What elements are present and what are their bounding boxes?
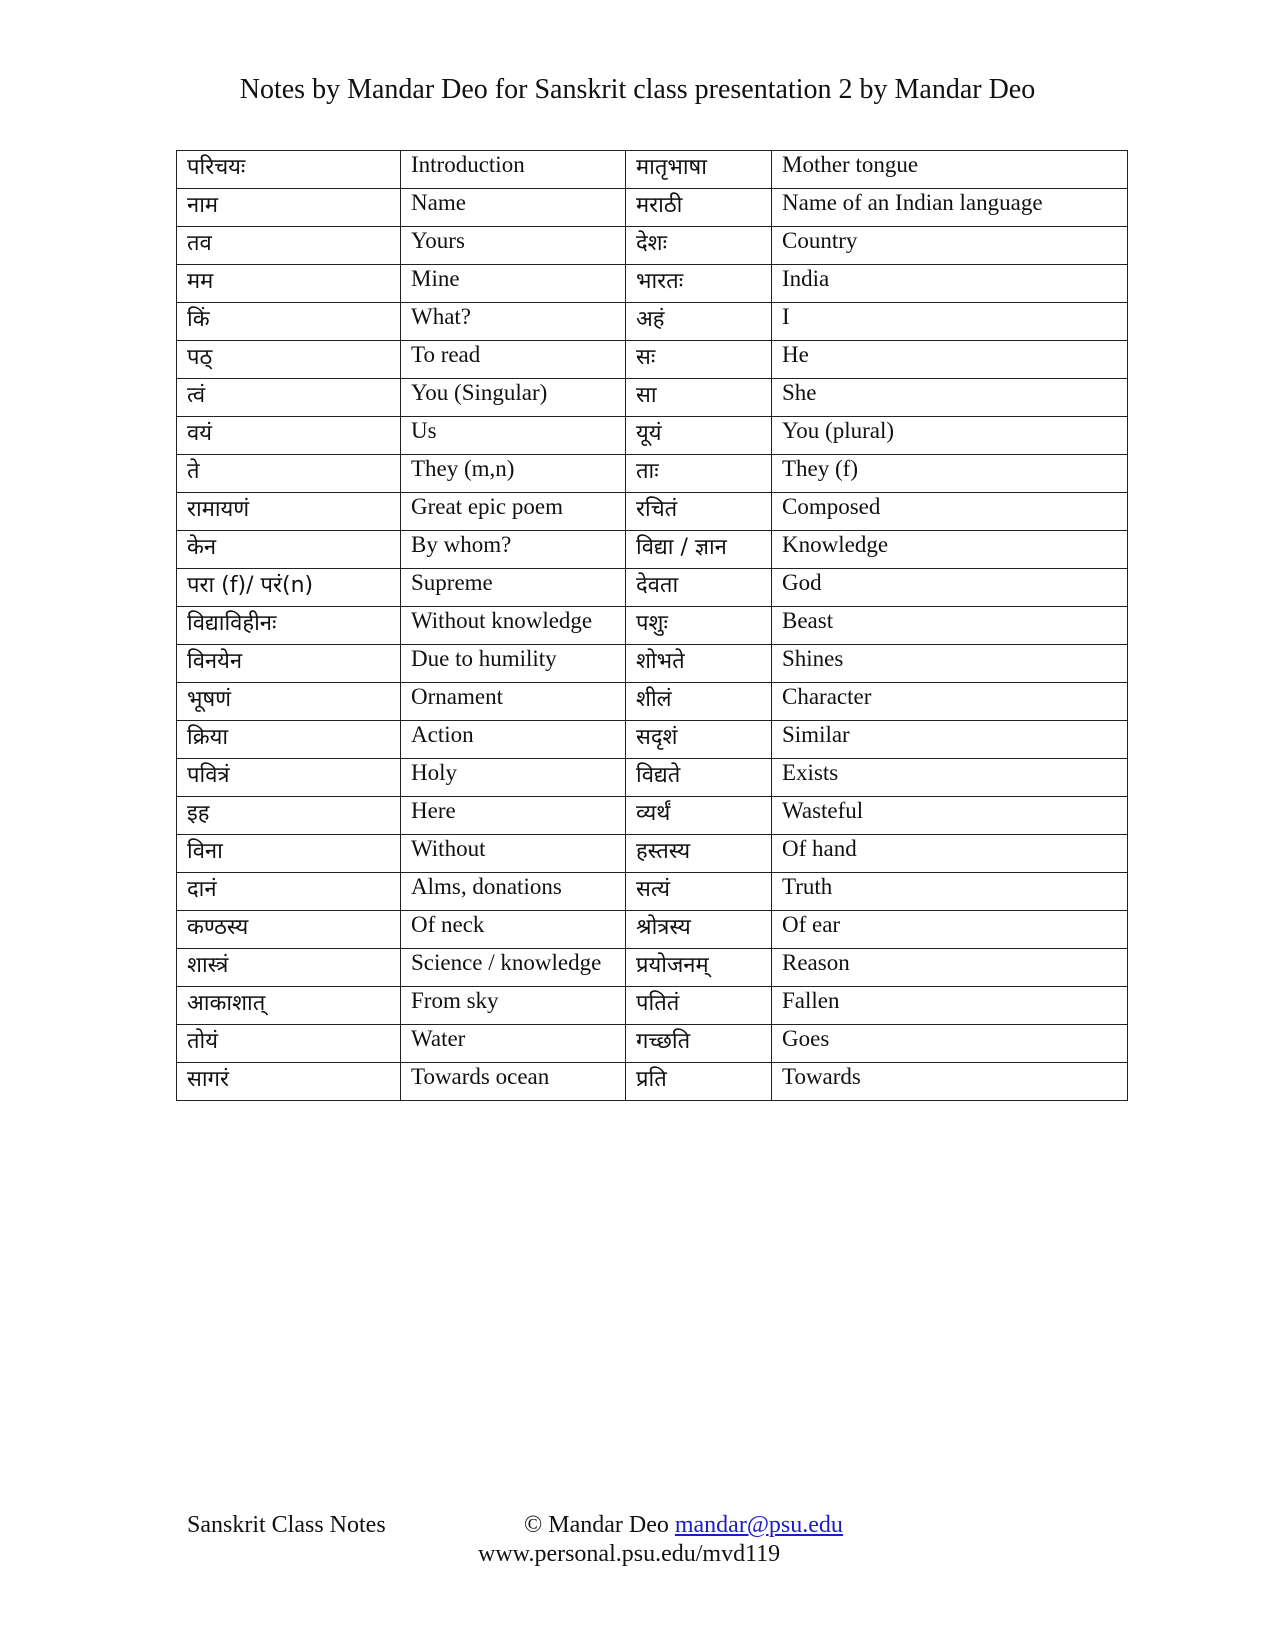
- table-cell-english-meaning: God: [772, 569, 1128, 607]
- table-row: [177, 911, 1128, 949]
- table-cell-sanskrit-term: दानं: [177, 873, 401, 911]
- table-row: [177, 189, 1128, 227]
- table-row: [177, 873, 1128, 911]
- table-row: [177, 949, 1128, 987]
- table-row: [177, 1063, 1128, 1101]
- table-cell-english-meaning: By whom?: [401, 531, 626, 569]
- table-row: [177, 493, 1128, 531]
- table-cell-sanskrit-term: भूषणं: [177, 683, 401, 721]
- table-cell-sanskrit-term: इह: [177, 797, 401, 835]
- table-cell-english-meaning: Yours: [401, 227, 626, 265]
- table-cell-english-meaning: Of neck: [401, 911, 626, 949]
- table-cell-sanskrit-term: मातृभाषा: [626, 151, 772, 189]
- table-cell-english-meaning: Exists: [772, 759, 1128, 797]
- table-cell-english-meaning: Knowledge: [772, 531, 1128, 569]
- table-cell-sanskrit-term: श्रोत्रस्य: [626, 911, 772, 949]
- table-cell-sanskrit-term: गच्छति: [626, 1025, 772, 1063]
- footer-copyright: © Mandar Deo: [524, 1512, 669, 1538]
- table-cell-sanskrit-term: किं: [177, 303, 401, 341]
- table-cell-sanskrit-term: त्वं: [177, 379, 401, 417]
- table-cell-sanskrit-term: विद्या / ज्ञान: [626, 531, 772, 569]
- table-row: [177, 759, 1128, 797]
- table-cell-english-meaning: Similar: [772, 721, 1128, 759]
- table-cell-sanskrit-term: शीलं: [626, 683, 772, 721]
- table-cell-sanskrit-term: विद्यते: [626, 759, 772, 797]
- table-cell-english-meaning: They (f): [772, 455, 1128, 493]
- table-cell-sanskrit-term: सदृशं: [626, 721, 772, 759]
- footer-email-link[interactable]: mandar@psu.edu: [674, 1512, 843, 1538]
- table-cell-english-meaning: Holy: [401, 759, 626, 797]
- table-cell-english-meaning: Country: [772, 227, 1128, 265]
- table-cell-english-meaning: Goes: [772, 1025, 1128, 1063]
- table-cell-sanskrit-term: सत्यं: [626, 873, 772, 911]
- table-cell-sanskrit-term: परिचयः: [177, 151, 401, 189]
- table-cell-sanskrit-term: प्रति: [626, 1063, 772, 1101]
- footer-url: www.personal.psu.edu/mvd119: [478, 1541, 781, 1567]
- table-row: [177, 645, 1128, 683]
- table-cell-english-meaning: Beast: [772, 607, 1128, 645]
- table-cell-sanskrit-term: भारतः: [626, 265, 772, 303]
- table-cell-english-meaning: India: [772, 265, 1128, 303]
- table-cell-english-meaning: Name of an Indian language: [772, 189, 1128, 227]
- table-cell-sanskrit-term: देशः: [626, 227, 772, 265]
- table-cell-english-meaning: Reason: [772, 949, 1128, 987]
- table-cell-sanskrit-term: नाम: [177, 189, 401, 227]
- table-cell-english-meaning: To read: [401, 341, 626, 379]
- table-row: [177, 607, 1128, 645]
- table-cell-english-meaning: She: [772, 379, 1128, 417]
- table-cell-english-meaning: Shines: [772, 645, 1128, 683]
- table-cell-english-meaning: Due to humility: [401, 645, 626, 683]
- table-cell-english-meaning: Fallen: [772, 987, 1128, 1025]
- table-cell-english-meaning: Character: [772, 683, 1128, 721]
- vocabulary-table-body: [177, 151, 1128, 1101]
- table-row: [177, 417, 1128, 455]
- table-cell-english-meaning: They (m,n): [401, 455, 626, 493]
- table-cell-english-meaning: Alms, donations: [401, 873, 626, 911]
- footer-title: Sanskrit Class Notes: [187, 1512, 386, 1538]
- table-cell-sanskrit-term: विद्याविहीनः: [177, 607, 401, 645]
- table-row: [177, 987, 1128, 1025]
- table-cell-sanskrit-term: पवित्रं: [177, 759, 401, 797]
- table-cell-english-meaning: Action: [401, 721, 626, 759]
- table-cell-sanskrit-term: कण्ठस्य: [177, 911, 401, 949]
- table-cell-sanskrit-term: ताः: [626, 455, 772, 493]
- table-row: [177, 341, 1128, 379]
- table-cell-english-meaning: Mother tongue: [772, 151, 1128, 189]
- table-row: [177, 455, 1128, 493]
- table-cell-english-meaning: Supreme: [401, 569, 626, 607]
- table-cell-english-meaning: Wasteful: [772, 797, 1128, 835]
- table-row: [177, 835, 1128, 873]
- table-cell-english-meaning: You (plural): [772, 417, 1128, 455]
- table-row: [177, 303, 1128, 341]
- table-cell-sanskrit-term: रचितं: [626, 493, 772, 531]
- table-cell-sanskrit-term: पतितं: [626, 987, 772, 1025]
- page-title: Notes by Mandar Deo for Sanskrit class presentation 2 by Mandar Deo: [239, 74, 1036, 105]
- table-cell-sanskrit-term: देवता: [626, 569, 772, 607]
- table-cell-english-meaning: You (Singular): [401, 379, 626, 417]
- table-cell-english-meaning: Composed: [772, 493, 1128, 531]
- table-cell-sanskrit-term: तव: [177, 227, 401, 265]
- table-cell-sanskrit-term: मम: [177, 265, 401, 303]
- table-cell-english-meaning: Introduction: [401, 151, 626, 189]
- table-cell-sanskrit-term: शोभते: [626, 645, 772, 683]
- table-row: [177, 683, 1128, 721]
- table-cell-sanskrit-term: प्रयोजनम्: [626, 949, 772, 987]
- table-cell-sanskrit-term: मराठी: [626, 189, 772, 227]
- table-row: [177, 797, 1128, 835]
- table-cell-sanskrit-term: केन: [177, 531, 401, 569]
- vocabulary-table: [176, 150, 1128, 1101]
- table-cell-english-meaning: Us: [401, 417, 626, 455]
- table-row: [177, 379, 1128, 417]
- table-cell-sanskrit-term: रामायणं: [177, 493, 401, 531]
- table-cell-sanskrit-term: तोयं: [177, 1025, 401, 1063]
- table-cell-english-meaning: Of hand: [772, 835, 1128, 873]
- table-cell-sanskrit-term: क्रिया: [177, 721, 401, 759]
- table-cell-sanskrit-term: विना: [177, 835, 401, 873]
- table-row: [177, 721, 1128, 759]
- table-cell-sanskrit-term: शास्त्रं: [177, 949, 401, 987]
- table-cell-english-meaning: Water: [401, 1025, 626, 1063]
- table-cell-sanskrit-term: सागरं: [177, 1063, 401, 1101]
- table-cell-english-meaning: Great epic poem: [401, 493, 626, 531]
- table-row: [177, 531, 1128, 569]
- table-cell-english-meaning: Truth: [772, 873, 1128, 911]
- table-row: [177, 227, 1128, 265]
- table-cell-english-meaning: Here: [401, 797, 626, 835]
- table-row: [177, 1025, 1128, 1063]
- table-cell-english-meaning: From sky: [401, 987, 626, 1025]
- table-cell-english-meaning: Towards: [772, 1063, 1128, 1101]
- table-cell-sanskrit-term: हस्तस्य: [626, 835, 772, 873]
- table-cell-sanskrit-term: पशुः: [626, 607, 772, 645]
- table-row: [177, 265, 1128, 303]
- table-cell-english-meaning: Mine: [401, 265, 626, 303]
- table-cell-english-meaning: He: [772, 341, 1128, 379]
- table-row: [177, 151, 1128, 189]
- table-cell-english-meaning: Ornament: [401, 683, 626, 721]
- table-cell-sanskrit-term: आकाशात्: [177, 987, 401, 1025]
- table-cell-sanskrit-term: सः: [626, 341, 772, 379]
- table-cell-english-meaning: Towards ocean: [401, 1063, 626, 1101]
- table-cell-english-meaning: Science / knowledge: [401, 949, 626, 987]
- table-cell-english-meaning: What?: [401, 303, 626, 341]
- table-cell-sanskrit-term: पठ्: [177, 341, 401, 379]
- table-cell-english-meaning: Of ear: [772, 911, 1128, 949]
- table-row: [177, 569, 1128, 607]
- table-cell-sanskrit-term: सा: [626, 379, 772, 417]
- table-cell-sanskrit-term: व्यर्थं: [626, 797, 772, 835]
- table-cell-sanskrit-term: अहं: [626, 303, 772, 341]
- table-cell-sanskrit-term: ते: [177, 455, 401, 493]
- table-cell-english-meaning: I: [772, 303, 1128, 341]
- footer-copyright-line: [524, 1510, 843, 1540]
- table-cell-sanskrit-term: विनयेन: [177, 645, 401, 683]
- table-cell-english-meaning: Name: [401, 189, 626, 227]
- table-cell-sanskrit-term: परा (f)/ परं(n): [177, 569, 401, 607]
- table-cell-english-meaning: Without: [401, 835, 626, 873]
- table-cell-sanskrit-term: वयं: [177, 417, 401, 455]
- table-cell-english-meaning: Without knowledge: [401, 607, 626, 645]
- table-cell-sanskrit-term: यूयं: [626, 417, 772, 455]
